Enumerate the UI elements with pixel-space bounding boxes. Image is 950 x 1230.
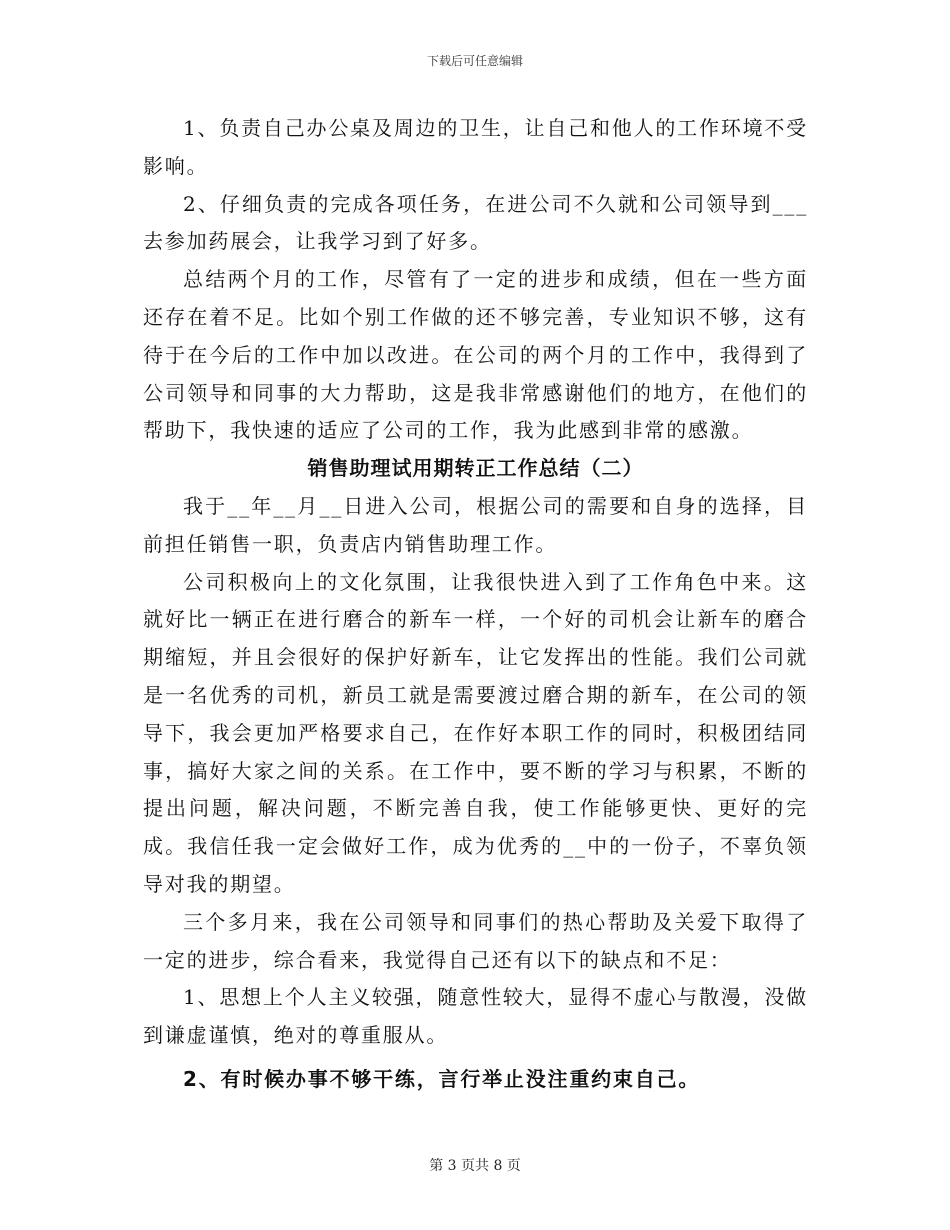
page-header: 下载后可任意编辑 xyxy=(426,54,523,68)
bold-paragraph: 2、有时候办事不够干练，言行举止没注重约束自己。 xyxy=(183,1066,701,1091)
paragraph: 总结两个月的工作，尽管有了一定的进步和成绩，但在一些方面还存在着不足。比如个别工作做的还不够完善，专业知识不够，这有待于在今后的工作中加以改进。在公司的两个月的工作中，我得到了公司领导和同事的大力帮助，这是我非常感谢他们的地方，在他们的帮助下，我快速的适应了公司的工作，我为此感到非常的感激。 xyxy=(143,267,808,443)
paragraph: 2、仔细负责的完成各项任务，在进公司不久就和公司领导到___去参加药展会，让我学习到了好多。 xyxy=(143,191,808,254)
paragraph: 三个多月来，我在公司领导和同事们的热心帮助及关爱下取得了一定的进步，综合看来，我觉得自己还有以下的缺点和不足： xyxy=(143,909,808,972)
paragraph: 1、负责自己办公桌及周边的卫生，让自己和他人的工作环境不受影响。 xyxy=(143,116,808,178)
paragraph: 我于__年__月__日进入公司，根据公司的需要和自身的选择，目前担任销售一职，负责店内销售助理工作。 xyxy=(143,493,808,556)
paragraph: 1、思想上个人主义较强，随意性较大，显得不虚心与散漫，没做到谦虚谨慎，绝对的尊重服从。 xyxy=(143,985,808,1048)
document-body xyxy=(143,110,808,1099)
paragraph: 公司积极向上的文化氛围，让我很快进入到了工作角色中来。这就好比一辆正在进行磨合的新车一样，一个好的司机会让新车的磨合期缩短，并且会很好的保护好新车，让它发挥出的性能。我们公司就是一名优秀的司机，新员工就是需要渡过磨合期的新车，在公司的领导下，我会更加严格要求自己，在作好本职工作的同时，积极团结同事，搞好大家之间的关系。在工作中，要不断的学习与积累，不断的提出问题，解决问题，不断完善自我，使工作能够更快、更好的完成。我信任我一定会做好工作，成为优秀的__中的一份子，不辜负领导对我的期望。 xyxy=(143,569,808,896)
section-title: 销售助理试用期转正工作总结（二） xyxy=(307,456,644,481)
page-footer: 第 3 页共 8 页 xyxy=(429,1158,521,1174)
